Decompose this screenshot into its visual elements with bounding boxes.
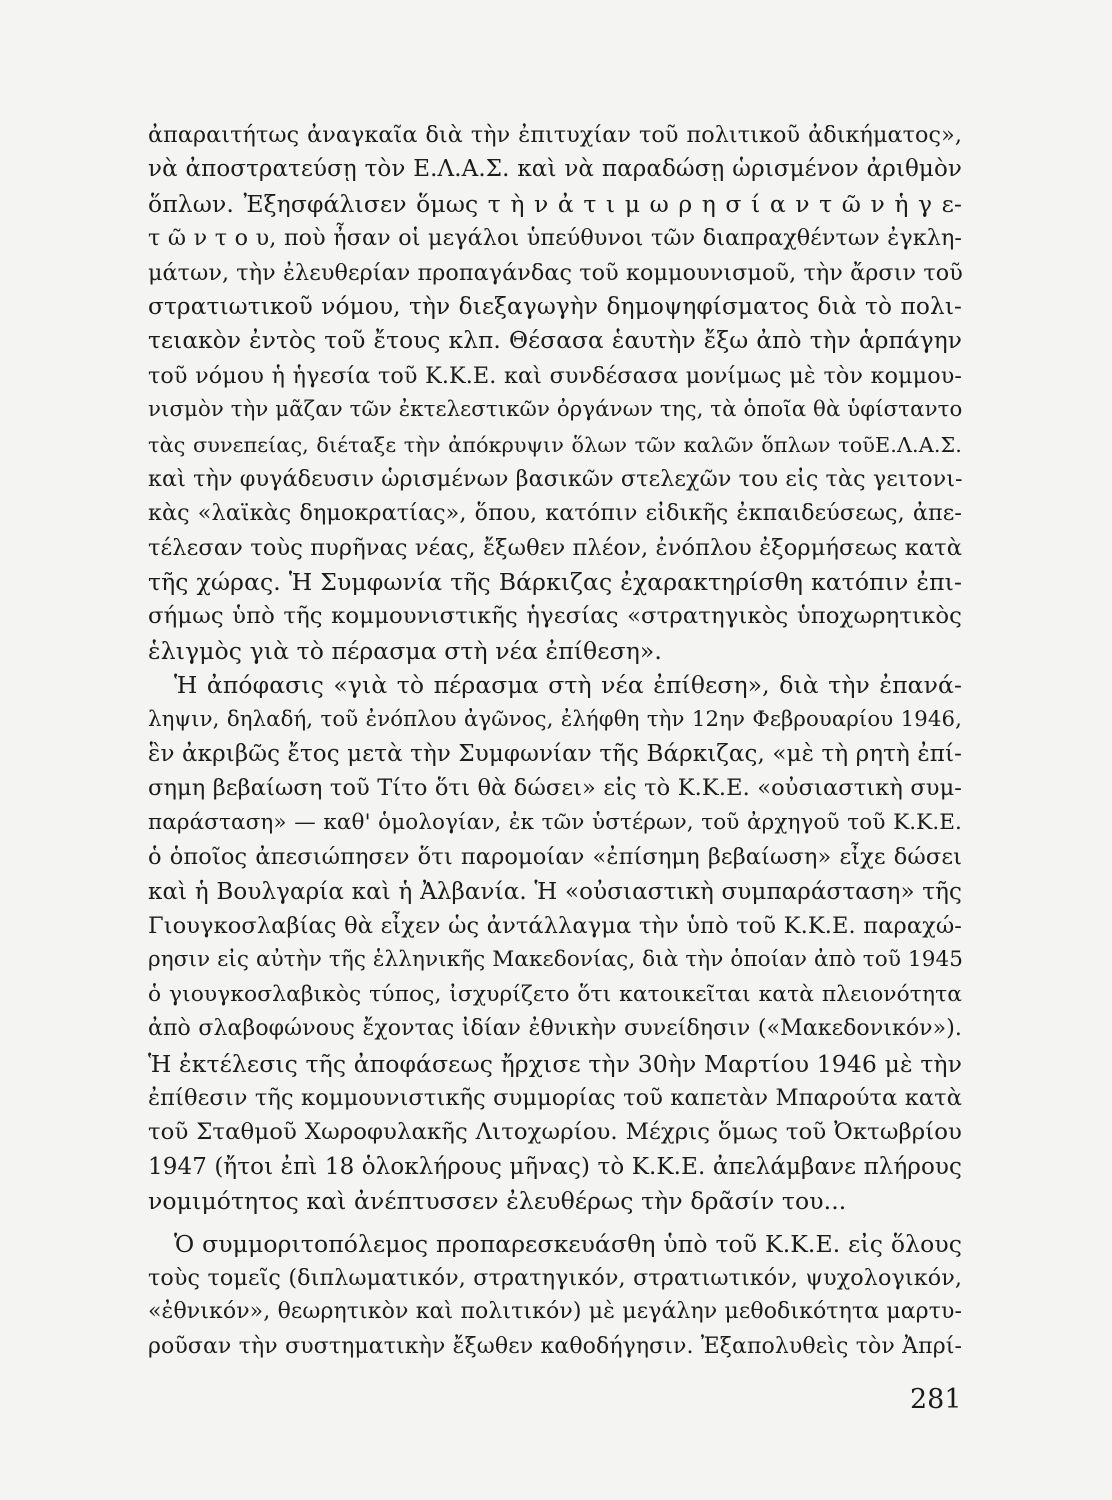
text-line: ἀπὸ σλαβοφώνους ἔχοντας ἰδίαν ἐθνικὴν συνείδησιν («Μακεδονικόν»). [148,1016,962,1042]
text-line: ἐπίθεσιν τῆς κομμουνιστικῆς συμμορίας τοῦ καπετὰν Μπαρούτα κατὰ [148,1084,962,1111]
text-line: ἑλιγμὸς γιὰ τὸ πέρασμα στὴ νέα ἐπίθεση». [148,636,662,665]
text-line: νομιμότητος καὶ ἀνέπτυσσεν ἐλευθέρως τὴν δρᾶσίν του... [148,1187,847,1216]
text-line: 1947 (ἤτοι ἐπὶ 18 ὁλοκλήρους μῆνας) τὸ Κ.Κ.Ε. ἀπελάμβανε πλήρους [148,1153,962,1180]
text-line: ρησιν εἰς αὐτὴν τῆς ἑλληνικῆς Μακεδονίας, διὰ τὴν ὁποίαν ἀπὸ τοῦ 1945 [148,947,964,973]
text-line: τέλεσαν τοὺς πυρῆνας νέας, ἔξωθεν πλέον, ἐνόπλου ἐξορμήσεως κατὰ [148,534,962,561]
body-text [148,118,962,1364]
text-line: στρατιωτικοῦ νόμου, τὴν διεξαγωγὴν δημοψηφίσματος διὰ τὸ πολι- [148,292,962,320]
text-line: σημη βεβαίωση τοῦ Τίτο ὅτι θὰ δώσει» εἰς τὸ Κ.Κ.Ε. «οὐσιαστικὴ συμ- [148,775,962,802]
text-line: τοῦ νόμου ἡ ἡγεσία τοῦ Κ.Κ.Ε. καὶ συνδέσασα μονίμως μὲ τὸν κομμου- [148,362,962,389]
text-line: τῆς χώρας. Ἡ Συμφωνία τῆς Βάρκιζας ἐχαρακτηρίσθη κατόπιν ἐπι- [148,568,962,597]
text-line: τοὺς τομεῖς (διπλωματικόν, στρατηγικόν, στρατιωτικόν, ψυχολογικόν, [148,1264,962,1291]
text-line: μάτων, τὴν ἐλευθερίαν προπαγάνδας τοῦ κομμουνισμοῦ, τὴν ἄρσιν τοῦ [148,259,963,286]
text-line: ὅπλων. Ἐξησφάλισεν ὅμως τ ὴ ν ἀ τ ι μ ω ρ η σ ί α ν τ ῶ ν ἡ γ ε- [148,189,962,218]
paragraph-1 [148,118,962,668]
text-line: ἀπαραιτήτως ἀναγκαῖα διὰ τὴν ἐπιτυχίαν τοῦ πολιτικοῦ ἀδικήματος», [148,122,962,148]
text-line: καὶ ἡ Βουλγαρία καὶ ἡ Ἀλβανία. Ἡ «οὐσιαστικὴ συμπαράσταση» τῆς [148,878,962,905]
text-line: καὶ τὴν φυγάδευσιν ὡρισμένων βασικῶν στελεχῶν του εἰς τὰς γειτονι- [148,465,963,492]
text-line: νισμὸν τὴν μᾶζαν τῶν ἐκτελεστικῶν ὀργάνων της, τὰ ὁποῖα θὰ ὑφίσταντο [148,397,963,423]
text-line: Ἡ ἀπόφασις «γιὰ τὸ πέρασμα στὴ νέα ἐπίθεση», διὰ τὴν ἐπανά- [174,671,962,700]
text-line: τὰς συνεπείας, διέταξε τὴν ἀπόκρυψιν ὅλων τῶν καλῶν ὅπλων τοῦΕ.Λ.Α.Σ. [148,432,962,457]
text-line: νὰ ἀποστρατεύσῃ τὸν Ε.Λ.Α.Σ. καὶ νὰ παραδώσῃ ὡρισμένον ἀριθμὸν [148,156,962,183]
text-line: σήμως ὑπὸ τῆς κομμουνιστικῆς ἡγεσίας «στρατηγικὸς ὑποχωρητικὸς [148,603,962,630]
paragraph-spacer [148,1219,962,1227]
text-line: ὁ γιουγκοσλαβικὸς τύπος, ἰσχυρίζετο ὅτι κατοικεῖται κατὰ πλειονότητα [148,981,962,1007]
text-line: τοῦ Σταθμοῦ Χωροφυλακῆς Λιτοχωρίου. Μέχρις ὅμως τοῦ Ὀκτωβρίου [148,1119,962,1146]
text-line: «ἐθνικόν», θεωρητικὸν καὶ πολιτικόν) μὲ μεγάλην μεθοδικότητα μαρτυ- [148,1299,962,1325]
text-line: Ὁ συμμοριτοπόλεμος προπαρεσκευάσθη ὑπὸ τοῦ Κ.Κ.Ε. εἰς ὅλους [174,1229,962,1258]
text-line: Γιουγκοσλαβίας θὰ εἶχεν ὡς ἀντάλλαγμα τὴν ὑπὸ τοῦ Κ.Κ.Ε. παραχώ- [148,912,962,939]
text-line: ροῦσαν τὴν συστηματικὴν ἔξωθεν καθοδήγησιν. Ἐξαπολυθεὶς τὸν Ἀπρί- [148,1333,962,1359]
text-line: ἓν ἀκριβῶς ἔτος μετὰ τὴν Συμφωνίαν τῆς Βάρκιζας, «μὲ τὴ ρητὴ ἐπί- [148,741,962,768]
text-line: ὁ ὁποῖος ἀπεσιώπησεν ὅτι παρομοίαν «ἐπίσημη βεβαίωση» εἶχε δώσει [148,844,962,871]
page-number: 281 [910,1384,962,1415]
text-line: παράσταση» — καθ' ὁμολογίαν, ἐκ τῶν ὑστέρων, τοῦ ἀρχηγοῦ τοῦ Κ.Κ.Ε. [148,809,962,835]
paragraph-3 [148,1227,962,1365]
text-line: τ ῶ ν τ ο υ, ποὺ ἦσαν οἱ μεγάλοι ὑπεύθυνοι τῶν διαπραχθέντων ἐγκλη- [148,225,962,252]
text-line: κὰς «λαϊκὰς δημοκρατίας», ὅπου, κατόπιν εἰδικῆς ἐκπαιδεύσεως, ἀπε- [148,500,962,527]
text-line: Ἡ ἐκτέλεσις τῆς ἀποφάσεως ἤρχισε τὴν 30ὴν Μαρτίου 1946 μὲ τὴν [148,1049,962,1078]
paragraph-2 [148,668,962,1218]
text-line: ληψιν, δηλαδή, τοῦ ἐνόπλου ἀγῶνος, ἐλήφθη τὴν 12ην Φεβρουαρίου 1946, [148,706,962,732]
text-line: τειακὸν ἐντὸς τοῦ ἔτους κλπ. Θέσασα ἑαυτὴν ἔξω ἀπὸ τὴν ἁρπάγην [148,327,962,355]
